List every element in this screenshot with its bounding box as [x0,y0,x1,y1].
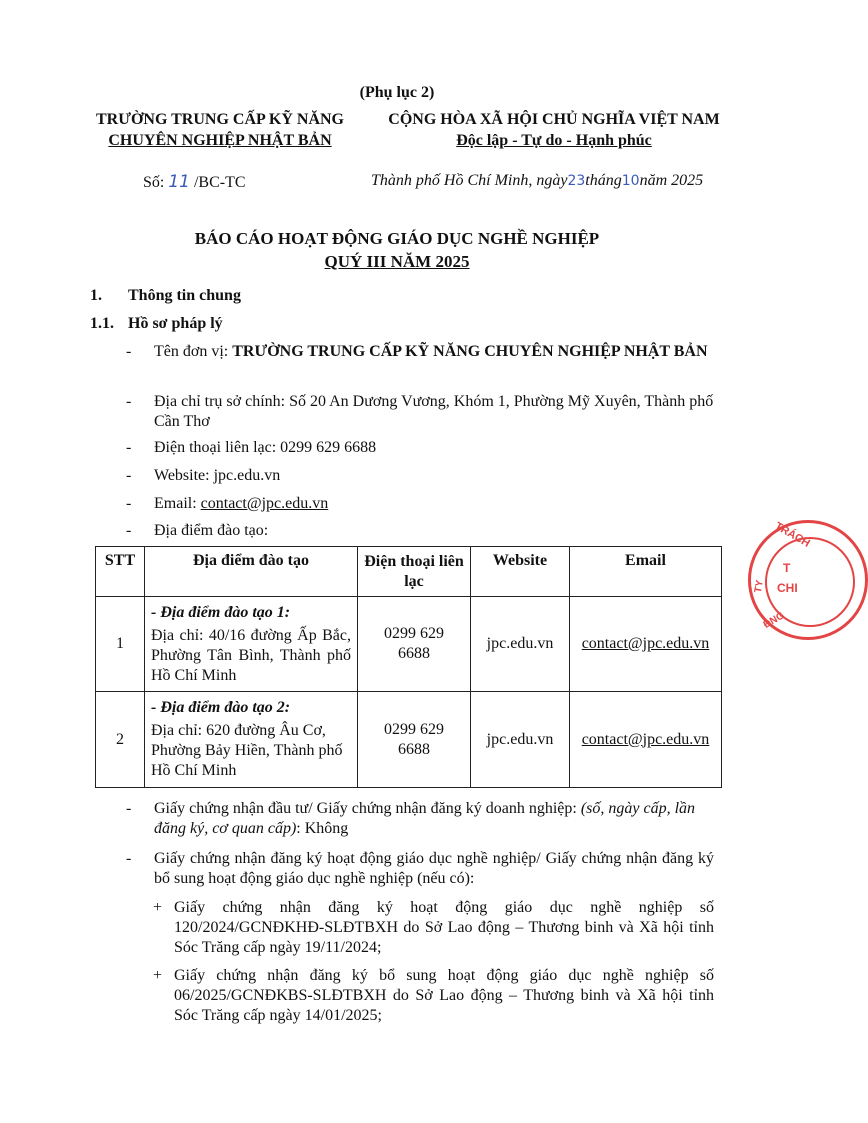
cell-website: jpc.edu.vn [471,597,570,692]
bullet-dash: - [126,522,132,539]
investment-cert-item: Giấy chứng nhận đầu tư/ Giấy chứng nhận đăng ký doanh nghiệp: (số, ngày cấp, lần đăng ký, cơ quan cấp): Không [154,800,696,837]
subitem-2: Giấy chứng nhận đăng ký bổ sung hoạt động giáo dục nghề nghiệp số 06/2025/GCNĐKBS-SLĐTBXH do Sở Lao động – Thương binh và Xã hội tỉnh Sóc Trăng cấp ngày 14/01/2025; [174,967,714,1024]
handwritten-number: 11 [168,172,190,192]
handwritten-day: 23 [567,173,586,189]
email-link[interactable]: contact@jpc.edu.vn [581,730,710,748]
location-address: Địa chỉ: 40/16 đường Ấp Bắc, Phường Tân Bình, Thành phố Hồ Chí Minh [151,626,351,684]
cell-email [570,597,722,692]
table-row [96,692,722,788]
report-title [0,227,794,273]
th-stt: STT [96,547,145,597]
location-title: - Địa điểm đào tạo 1: [151,603,291,621]
unit-name: Tên đơn vị: TRƯỜNG TRUNG CẤP KỸ NĂNG CHUYÊN NGHIỆP NHẬT BẢN [154,343,708,360]
appendix-label: (Phụ lục 2) [359,84,435,101]
nation-line2: Độc lập - Tự do - Hạnh phúc [456,132,652,149]
org-line1: TRƯỜNG TRUNG CẤP KỸ NĂNG [95,111,344,128]
vocational-cert-item: Giấy chứng nhận đăng ký hoạt động giáo dục nghề nghiệp/ Giấy chứng nhận đăng ký bổ sung hoạt động giáo dục nghề nghiệp (nếu có): [154,850,714,887]
nation-line1: CỘNG HÒA XÃ HỘI CHỦ NGHĨA VIỆT NAM [388,111,720,128]
bullet-dash: - [126,393,132,410]
training-locations-item: Địa điểm đào tạo: [154,522,269,539]
org-line2: CHUYÊN NGHIỆP NHẬT BẢN [108,132,332,149]
section-1-number: 1. [90,287,102,304]
plus-bullet: + [153,967,163,984]
doc-number: Số: 11 /BC-TC [143,172,246,192]
stamp-text: CHI [777,581,798,595]
bullet-dash: - [126,850,132,867]
nation-header [368,109,740,151]
th-phone: Điện thoại liên lạc [358,547,471,597]
stamp-text: ĐNG [761,610,787,631]
bullet-dash: - [126,495,132,512]
location-address: Địa chỉ: 620 đường Âu Cơ, Phường Bảy Hiền, Thành phố Hồ Chí Minh [151,722,343,779]
email-link[interactable]: contact@jpc.edu.vn [581,635,710,652]
cell-stt: 2 [96,692,145,788]
th-location: Địa điểm đào tạo [145,547,358,597]
email-item: Email: contact@jpc.edu.vn [154,495,329,512]
title-line2: QUÝ III NĂM 2025 [324,252,470,271]
cell-location [145,692,358,788]
plus-bullet: + [153,899,163,916]
location-title: - Địa điểm đào tạo 2: [151,699,291,716]
email-link[interactable]: contact@jpc.edu.vn [200,495,329,512]
subitem-1: Giấy chứng nhận đăng ký hoạt động giáo dục nghề nghiệp số 120/2024/GCNĐKHĐ-SLĐTBXH do Sở Lao động – Thương binh và Xã hội tỉnh Sóc Trăng cấp ngày 19/11/2024; [174,899,714,956]
section-1-1-number: 1.1. [90,315,114,332]
table-row [96,597,722,692]
title-line1: BÁO CÁO HOẠT ĐỘNG GIÁO DỤC NGHỀ NGHIỆP [194,229,600,248]
th-email: Email [570,547,722,597]
stamp-text: TRÁCH [772,520,812,550]
stamp-text: T [783,561,791,575]
section-1-heading: Thông tin chung [128,287,241,304]
phone-item: Điện thoại liên lạc: 0299 629 6688 [154,439,377,456]
th-website: Website [471,547,570,597]
cell-location [145,597,358,692]
cell-phone: 0299 629 6688 [358,692,471,788]
handwritten-month: 10 [621,173,640,189]
cell-stt: 1 [96,597,145,692]
bullet-dash: - [126,439,132,456]
bullet-dash: - [126,467,132,484]
org-header [70,109,370,151]
official-stamp [748,520,868,640]
website-item: Website: jpc.edu.vn [154,467,281,484]
cell-website: jpc.edu.vn [471,692,570,788]
cell-phone: 0299 629 6688 [358,597,471,692]
address-item: Địa chỉ trụ sở chính: Số 20 An Dương Vương, Khóm 1, Phường Mỹ Xuyên, Thành phố Cần Thơ [154,393,714,430]
stamp-text: TY [752,579,766,594]
table-header-row [96,547,722,597]
section-1-1-heading: Hồ sơ pháp lý [128,315,223,332]
bullet-dash: - [126,800,132,817]
locations-table [95,546,722,788]
date-line: Thành phố Hồ Chí Minh, ngày23tháng10năm 2025 [371,172,704,189]
bullet-dash: - [126,343,132,360]
cell-email [570,692,722,788]
